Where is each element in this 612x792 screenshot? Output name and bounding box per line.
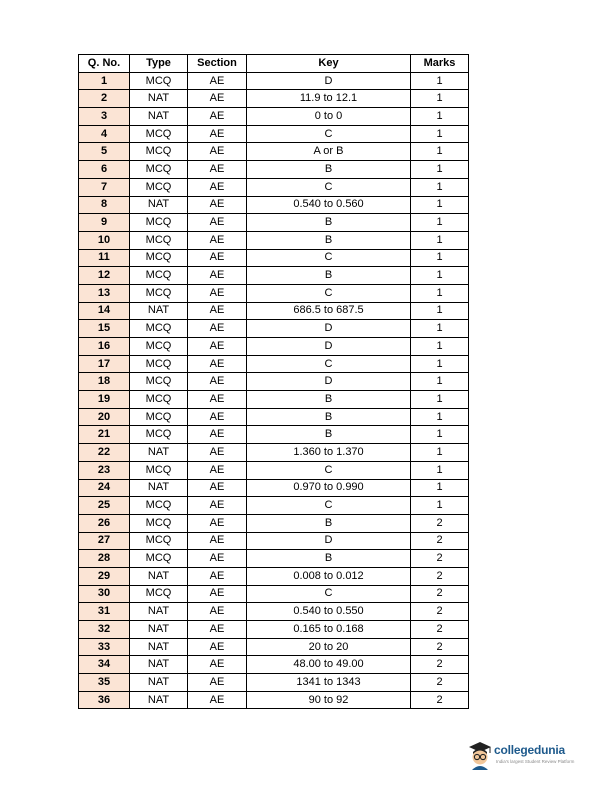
marks-cell: 1: [411, 355, 469, 373]
qno-cell: 31: [79, 603, 130, 621]
qno-cell: 26: [79, 514, 130, 532]
type-cell: MCQ: [130, 532, 188, 550]
qno-cell: 21: [79, 426, 130, 444]
key-cell: 1341 to 1343: [247, 674, 411, 692]
qno-cell: 25: [79, 497, 130, 515]
section-cell: AE: [188, 638, 247, 656]
table-row: [79, 302, 469, 320]
qno-cell: 18: [79, 373, 130, 391]
table-row: [79, 90, 469, 108]
section-cell: AE: [188, 656, 247, 674]
qno-cell: 9: [79, 214, 130, 232]
section-cell: AE: [188, 532, 247, 550]
type-cell: NAT: [130, 691, 188, 709]
section-cell: AE: [188, 125, 247, 143]
section-cell: AE: [188, 691, 247, 709]
student-mascot-icon: [466, 740, 494, 770]
section-cell: AE: [188, 444, 247, 462]
table-row: [79, 497, 469, 515]
type-cell: MCQ: [130, 143, 188, 161]
qno-cell: 2: [79, 90, 130, 108]
marks-cell: 1: [411, 320, 469, 338]
type-cell: MCQ: [130, 355, 188, 373]
key-cell: C: [247, 497, 411, 515]
logo-tagline: India's largest Student Review Platform: [496, 759, 575, 764]
marks-cell: 2: [411, 567, 469, 585]
section-cell: AE: [188, 497, 247, 515]
section-cell: AE: [188, 108, 247, 126]
qno-cell: 33: [79, 638, 130, 656]
table-row: [79, 373, 469, 391]
qno-cell: 10: [79, 231, 130, 249]
marks-cell: 1: [411, 178, 469, 196]
marks-cell: 1: [411, 338, 469, 356]
section-cell: AE: [188, 674, 247, 692]
qno-cell: 23: [79, 461, 130, 479]
key-cell: A or B: [247, 143, 411, 161]
key-cell: 11.9 to 12.1: [247, 90, 411, 108]
qno-cell: 11: [79, 249, 130, 267]
qno-cell: 32: [79, 621, 130, 639]
table-row: [79, 391, 469, 409]
key-cell: C: [247, 249, 411, 267]
key-cell: D: [247, 373, 411, 391]
qno-cell: 30: [79, 585, 130, 603]
section-cell: AE: [188, 603, 247, 621]
marks-cell: 2: [411, 638, 469, 656]
qno-cell: 36: [79, 691, 130, 709]
table-row: [79, 656, 469, 674]
section-cell: AE: [188, 267, 247, 285]
qno-cell: 3: [79, 108, 130, 126]
table-row: [79, 426, 469, 444]
marks-cell: 1: [411, 479, 469, 497]
marks-cell: 1: [411, 72, 469, 90]
qno-cell: 16: [79, 338, 130, 356]
qno-cell: 28: [79, 550, 130, 568]
section-cell: AE: [188, 90, 247, 108]
marks-cell: 2: [411, 532, 469, 550]
marks-cell: 1: [411, 497, 469, 515]
table-row: [79, 532, 469, 550]
key-cell: D: [247, 72, 411, 90]
type-cell: MCQ: [130, 408, 188, 426]
section-cell: AE: [188, 338, 247, 356]
key-cell: B: [247, 214, 411, 232]
section-cell: AE: [188, 426, 247, 444]
type-cell: MCQ: [130, 72, 188, 90]
key-cell: D: [247, 338, 411, 356]
qno-cell: 24: [79, 479, 130, 497]
qno-cell: 20: [79, 408, 130, 426]
type-cell: MCQ: [130, 373, 188, 391]
type-cell: MCQ: [130, 497, 188, 515]
key-cell: B: [247, 161, 411, 179]
table-row: [79, 674, 469, 692]
header-marks: Marks: [411, 55, 469, 73]
table-row: [79, 108, 469, 126]
type-cell: NAT: [130, 302, 188, 320]
qno-cell: 19: [79, 391, 130, 409]
marks-cell: 1: [411, 302, 469, 320]
marks-cell: 1: [411, 196, 469, 214]
section-cell: AE: [188, 567, 247, 585]
key-cell: 686.5 to 687.5: [247, 302, 411, 320]
table-row: [79, 284, 469, 302]
table-row: [79, 585, 469, 603]
marks-cell: 1: [411, 373, 469, 391]
logo-wordmark: collegedunia: [494, 743, 565, 757]
marks-cell: 1: [411, 108, 469, 126]
type-cell: NAT: [130, 108, 188, 126]
section-cell: AE: [188, 196, 247, 214]
marks-cell: 2: [411, 656, 469, 674]
type-cell: NAT: [130, 444, 188, 462]
key-cell: B: [247, 514, 411, 532]
type-cell: NAT: [130, 674, 188, 692]
key-cell: 0.540 to 0.560: [247, 196, 411, 214]
key-cell: 20 to 20: [247, 638, 411, 656]
marks-cell: 2: [411, 621, 469, 639]
key-cell: 48.00 to 49.00: [247, 656, 411, 674]
table-row: [79, 72, 469, 90]
key-cell: C: [247, 284, 411, 302]
table-row: [79, 621, 469, 639]
section-cell: AE: [188, 161, 247, 179]
type-cell: MCQ: [130, 125, 188, 143]
key-cell: 0.540 to 0.550: [247, 603, 411, 621]
marks-cell: 1: [411, 461, 469, 479]
table-row: [79, 214, 469, 232]
table-row: [79, 249, 469, 267]
answer-key-table: [78, 54, 469, 709]
marks-cell: 2: [411, 603, 469, 621]
section-cell: AE: [188, 461, 247, 479]
table-row: [79, 161, 469, 179]
type-cell: MCQ: [130, 550, 188, 568]
table-row: [79, 320, 469, 338]
qno-cell: 4: [79, 125, 130, 143]
marks-cell: 2: [411, 691, 469, 709]
section-cell: AE: [188, 302, 247, 320]
qno-cell: 14: [79, 302, 130, 320]
section-cell: AE: [188, 391, 247, 409]
table-row: [79, 514, 469, 532]
type-cell: NAT: [130, 196, 188, 214]
qno-cell: 34: [79, 656, 130, 674]
qno-cell: 1: [79, 72, 130, 90]
table-row: [79, 638, 469, 656]
type-cell: MCQ: [130, 461, 188, 479]
section-cell: AE: [188, 373, 247, 391]
table-row: [79, 196, 469, 214]
type-cell: MCQ: [130, 284, 188, 302]
table-header: [79, 55, 469, 73]
key-cell: C: [247, 585, 411, 603]
marks-cell: 1: [411, 284, 469, 302]
type-cell: MCQ: [130, 338, 188, 356]
section-cell: AE: [188, 514, 247, 532]
type-cell: MCQ: [130, 391, 188, 409]
type-cell: MCQ: [130, 426, 188, 444]
type-cell: NAT: [130, 479, 188, 497]
header-section: Section: [188, 55, 247, 73]
qno-cell: 7: [79, 178, 130, 196]
marks-cell: 1: [411, 391, 469, 409]
table-row: [79, 691, 469, 709]
qno-cell: 8: [79, 196, 130, 214]
table-row: [79, 355, 469, 373]
key-cell: 0.970 to 0.990: [247, 479, 411, 497]
table-body: [79, 72, 469, 709]
section-cell: AE: [188, 408, 247, 426]
type-cell: NAT: [130, 90, 188, 108]
key-cell: C: [247, 355, 411, 373]
qno-cell: 15: [79, 320, 130, 338]
marks-cell: 1: [411, 426, 469, 444]
type-cell: MCQ: [130, 231, 188, 249]
header-type: Type: [130, 55, 188, 73]
table-row: [79, 444, 469, 462]
type-cell: MCQ: [130, 214, 188, 232]
marks-cell: 1: [411, 408, 469, 426]
marks-cell: 1: [411, 161, 469, 179]
marks-cell: 1: [411, 231, 469, 249]
marks-cell: 2: [411, 585, 469, 603]
marks-cell: 1: [411, 90, 469, 108]
table-row: [79, 479, 469, 497]
qno-cell: 12: [79, 267, 130, 285]
section-cell: AE: [188, 72, 247, 90]
table-row: [79, 603, 469, 621]
section-cell: AE: [188, 284, 247, 302]
qno-cell: 22: [79, 444, 130, 462]
section-cell: AE: [188, 585, 247, 603]
type-cell: MCQ: [130, 585, 188, 603]
key-cell: B: [247, 408, 411, 426]
type-cell: MCQ: [130, 514, 188, 532]
table-row: [79, 550, 469, 568]
section-cell: AE: [188, 214, 247, 232]
type-cell: NAT: [130, 656, 188, 674]
table-row: [79, 231, 469, 249]
key-cell: C: [247, 125, 411, 143]
qno-cell: 29: [79, 567, 130, 585]
marks-cell: 2: [411, 550, 469, 568]
table-row: [79, 125, 469, 143]
qno-cell: 17: [79, 355, 130, 373]
key-cell: B: [247, 231, 411, 249]
key-cell: B: [247, 391, 411, 409]
type-cell: MCQ: [130, 267, 188, 285]
key-cell: C: [247, 178, 411, 196]
marks-cell: 2: [411, 674, 469, 692]
qno-cell: 6: [79, 161, 130, 179]
key-cell: B: [247, 550, 411, 568]
type-cell: NAT: [130, 603, 188, 621]
qno-cell: 13: [79, 284, 130, 302]
marks-cell: 1: [411, 267, 469, 285]
type-cell: NAT: [130, 621, 188, 639]
table-row: [79, 338, 469, 356]
key-cell: B: [247, 426, 411, 444]
marks-cell: 1: [411, 214, 469, 232]
section-cell: AE: [188, 479, 247, 497]
section-cell: AE: [188, 231, 247, 249]
key-cell: D: [247, 320, 411, 338]
collegedunia-logo: [466, 740, 576, 774]
type-cell: NAT: [130, 567, 188, 585]
key-cell: 90 to 92: [247, 691, 411, 709]
section-cell: AE: [188, 178, 247, 196]
section-cell: AE: [188, 320, 247, 338]
key-cell: B: [247, 267, 411, 285]
marks-cell: 1: [411, 143, 469, 161]
header-qno: Q. No.: [79, 55, 130, 73]
section-cell: AE: [188, 143, 247, 161]
table-row: [79, 178, 469, 196]
section-cell: AE: [188, 621, 247, 639]
key-cell: C: [247, 461, 411, 479]
qno-cell: 5: [79, 143, 130, 161]
table-row: [79, 567, 469, 585]
type-cell: MCQ: [130, 161, 188, 179]
marks-cell: 1: [411, 444, 469, 462]
marks-cell: 1: [411, 249, 469, 267]
header-key: Key: [247, 55, 411, 73]
key-cell: 1.360 to 1.370: [247, 444, 411, 462]
section-cell: AE: [188, 249, 247, 267]
key-cell: 0.008 to 0.012: [247, 567, 411, 585]
table-row: [79, 267, 469, 285]
marks-cell: 2: [411, 514, 469, 532]
table-row: [79, 461, 469, 479]
section-cell: AE: [188, 550, 247, 568]
table-row: [79, 143, 469, 161]
table-row: [79, 408, 469, 426]
type-cell: MCQ: [130, 249, 188, 267]
type-cell: NAT: [130, 638, 188, 656]
type-cell: MCQ: [130, 320, 188, 338]
key-cell: 0 to 0: [247, 108, 411, 126]
key-cell: 0.165 to 0.168: [247, 621, 411, 639]
qno-cell: 27: [79, 532, 130, 550]
section-cell: AE: [188, 355, 247, 373]
marks-cell: 1: [411, 125, 469, 143]
header-row: [79, 55, 469, 73]
type-cell: MCQ: [130, 178, 188, 196]
qno-cell: 35: [79, 674, 130, 692]
key-cell: D: [247, 532, 411, 550]
